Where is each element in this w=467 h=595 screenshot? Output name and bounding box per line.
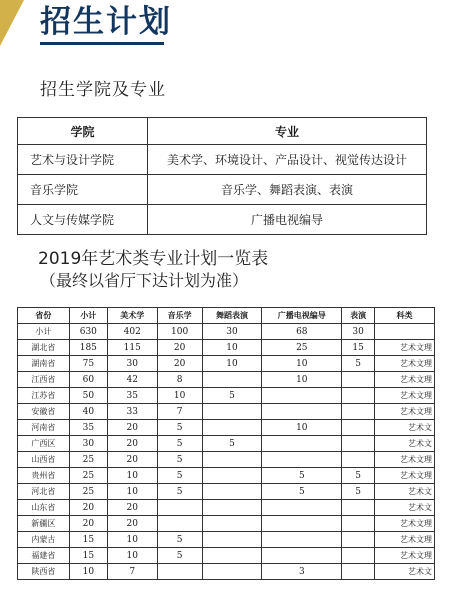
- cell-category: 艺术文理: [375, 372, 435, 388]
- cell-subtotal: 25: [69, 468, 107, 484]
- cell-music: 20: [157, 340, 202, 356]
- cell-subtotal: 185: [69, 340, 107, 356]
- cell-subtotal: 35: [69, 420, 107, 436]
- cell-fineart: 33: [107, 404, 157, 420]
- table-row: [18, 356, 435, 372]
- cell-music: 5: [157, 436, 202, 452]
- cell-subtotal: 20: [69, 500, 107, 516]
- col-fineart-header: 美术学: [107, 308, 157, 324]
- table-row: [18, 548, 435, 564]
- cell-broadcast: 5: [262, 468, 342, 484]
- cell-category: 艺术文理: [375, 548, 435, 564]
- cell-province: 湖北省: [18, 340, 70, 356]
- cell-music: 8: [157, 372, 202, 388]
- table-row: [18, 324, 435, 340]
- cell-acting: 5: [342, 484, 375, 500]
- cell-broadcast: [262, 516, 342, 532]
- cell-music: 5: [157, 452, 202, 468]
- cell-dance: [202, 372, 262, 388]
- cell-province: 江西省: [18, 372, 70, 388]
- cell-province: 小计: [18, 324, 70, 340]
- col-college-header: 学院: [18, 118, 148, 145]
- cell-dance: 5: [202, 436, 262, 452]
- cell-broadcast: 68: [262, 324, 342, 340]
- table-row: [18, 564, 435, 580]
- cell-province: 广西区: [18, 436, 70, 452]
- cell-province: 江苏省: [18, 388, 70, 404]
- title-corner-accent: [0, 0, 24, 46]
- cell-acting: [342, 420, 375, 436]
- cell-acting: [342, 548, 375, 564]
- cell-music: 100: [157, 324, 202, 340]
- table-row: [18, 145, 427, 175]
- cell-dance: [202, 500, 262, 516]
- cell-province: 福建省: [18, 548, 70, 564]
- cell-acting: [342, 436, 375, 452]
- cell-broadcast: [262, 532, 342, 548]
- cell-category: 艺术文: [375, 436, 435, 452]
- table-row: [18, 420, 435, 436]
- plan-header-row: [18, 308, 435, 324]
- col-subtotal-header: 小计: [69, 308, 107, 324]
- cell-fineart: 10: [107, 548, 157, 564]
- cell-broadcast: [262, 500, 342, 516]
- cell-subtotal: 50: [69, 388, 107, 404]
- cell-subtotal: 75: [69, 356, 107, 372]
- cell-subtotal: 60: [69, 372, 107, 388]
- cell-province: 内蒙古: [18, 532, 70, 548]
- cell-subtotal: 630: [69, 324, 107, 340]
- plan-subtitle: （最终以省厅下达计划为准）: [40, 271, 249, 290]
- cell-acting: 15: [342, 340, 375, 356]
- cell-subtotal: 15: [69, 548, 107, 564]
- table-row: [18, 175, 427, 205]
- cell-subtotal: 10: [69, 564, 107, 580]
- table-row: [18, 452, 435, 468]
- cell-province: 贵州省: [18, 468, 70, 484]
- cell-category: 艺术文理: [375, 356, 435, 372]
- cell-dance: 30: [202, 324, 262, 340]
- plan-title: 2019年艺术类专业计划一览表: [38, 249, 269, 269]
- cell-category: 艺术文理: [375, 340, 435, 356]
- cell-category: 艺术文: [375, 484, 435, 500]
- table-row: [18, 468, 435, 484]
- cell-dance: [202, 532, 262, 548]
- cell-subtotal: 30: [69, 436, 107, 452]
- cell-broadcast: [262, 548, 342, 564]
- table-row: [18, 372, 435, 388]
- cell-fineart: 20: [107, 452, 157, 468]
- cell-broadcast: [262, 388, 342, 404]
- cell-fineart: 20: [107, 436, 157, 452]
- cell-acting: [342, 564, 375, 580]
- cell-music: [157, 564, 202, 580]
- col-dance-header: 舞蹈表演: [202, 308, 262, 324]
- cell-dance: 5: [202, 388, 262, 404]
- cell-dance: [202, 468, 262, 484]
- cell-category: 艺术文理: [375, 516, 435, 532]
- table-row: [18, 404, 435, 420]
- cell-category: 艺术文理: [375, 388, 435, 404]
- college-majors: 美术学、环境设计、产品设计、视觉传达设计: [148, 145, 427, 175]
- cell-music: 20: [157, 356, 202, 372]
- col-broadcast-header: 广播电视编导: [262, 308, 342, 324]
- cell-broadcast: [262, 436, 342, 452]
- table-row: [18, 436, 435, 452]
- title-underline: [40, 42, 164, 45]
- cell-acting: [342, 532, 375, 548]
- cell-fineart: 42: [107, 372, 157, 388]
- cell-acting: 5: [342, 468, 375, 484]
- college-name: 音乐学院: [18, 175, 148, 205]
- col-province-header: 省份: [18, 308, 70, 324]
- cell-dance: [202, 548, 262, 564]
- cell-category: 艺术文: [375, 500, 435, 516]
- cell-dance: [202, 516, 262, 532]
- cell-fineart: 20: [107, 500, 157, 516]
- cell-music: 5: [157, 468, 202, 484]
- cell-fineart: 7: [107, 564, 157, 580]
- cell-fineart: 10: [107, 468, 157, 484]
- cell-acting: [342, 516, 375, 532]
- cell-fineart: 10: [107, 484, 157, 500]
- cell-broadcast: 10: [262, 420, 342, 436]
- cell-province: 安徽省: [18, 404, 70, 420]
- cell-acting: 30: [342, 324, 375, 340]
- college-majors: 广播电视编导: [148, 205, 427, 235]
- college-name: 人文与传媒学院: [18, 205, 148, 235]
- cell-province: 新疆区: [18, 516, 70, 532]
- cell-music: [157, 516, 202, 532]
- cell-subtotal: 15: [69, 532, 107, 548]
- cell-music: 5: [157, 532, 202, 548]
- cell-acting: [342, 452, 375, 468]
- table-row: [18, 205, 427, 235]
- programs-heading: 招生学院及专业: [40, 80, 166, 100]
- cell-music: 5: [157, 420, 202, 436]
- cell-category: 艺术文理: [375, 452, 435, 468]
- cell-music: 10: [157, 388, 202, 404]
- col-category-header: 科类: [375, 308, 435, 324]
- cell-province: 河南省: [18, 420, 70, 436]
- cell-broadcast: 25: [262, 340, 342, 356]
- cell-subtotal: 20: [69, 516, 107, 532]
- cell-province: 山东省: [18, 500, 70, 516]
- cell-fineart: 20: [107, 420, 157, 436]
- cell-subtotal: 40: [69, 404, 107, 420]
- cell-province: 河北省: [18, 484, 70, 500]
- col-acting-header: 表演: [342, 308, 375, 324]
- table-row: [18, 516, 435, 532]
- cell-acting: [342, 404, 375, 420]
- cell-category: 艺术文理: [375, 468, 435, 484]
- cell-category: [375, 324, 435, 340]
- cell-category: 艺术文理: [375, 404, 435, 420]
- cell-acting: [342, 388, 375, 404]
- table-row: [18, 532, 435, 548]
- cell-dance: [202, 404, 262, 420]
- cell-fineart: 35: [107, 388, 157, 404]
- col-major-header: 专业: [148, 118, 427, 145]
- cell-dance: 10: [202, 356, 262, 372]
- programs-header-row: [18, 118, 427, 145]
- cell-dance: [202, 420, 262, 436]
- cell-province: 湖南省: [18, 356, 70, 372]
- cell-music: 5: [157, 484, 202, 500]
- programs-table: [17, 117, 427, 235]
- cell-broadcast: 10: [262, 356, 342, 372]
- cell-broadcast: [262, 452, 342, 468]
- cell-dance: [202, 484, 262, 500]
- cell-category: 艺术文: [375, 564, 435, 580]
- col-music-header: 音乐学: [157, 308, 202, 324]
- cell-fineart: 10: [107, 532, 157, 548]
- cell-province: 山西省: [18, 452, 70, 468]
- cell-broadcast: [262, 404, 342, 420]
- cell-subtotal: 25: [69, 452, 107, 468]
- cell-province: 陕西省: [18, 564, 70, 580]
- table-row: [18, 388, 435, 404]
- cell-broadcast: 10: [262, 372, 342, 388]
- cell-acting: [342, 500, 375, 516]
- cell-fineart: 30: [107, 356, 157, 372]
- cell-category: 艺术文理: [375, 532, 435, 548]
- plan-table: [17, 307, 435, 580]
- cell-music: 5: [157, 548, 202, 564]
- cell-dance: [202, 564, 262, 580]
- cell-music: [157, 500, 202, 516]
- cell-fineart: 20: [107, 516, 157, 532]
- cell-broadcast: 3: [262, 564, 342, 580]
- cell-dance: [202, 452, 262, 468]
- table-row: [18, 500, 435, 516]
- cell-acting: 5: [342, 356, 375, 372]
- cell-category: 艺术文: [375, 420, 435, 436]
- table-row: [18, 484, 435, 500]
- college-name: 艺术与设计学院: [18, 145, 148, 175]
- cell-subtotal: 25: [69, 484, 107, 500]
- cell-fineart: 115: [107, 340, 157, 356]
- cell-music: 7: [157, 404, 202, 420]
- cell-dance: 10: [202, 340, 262, 356]
- college-majors: 音乐学、舞蹈表演、表演: [148, 175, 427, 205]
- cell-fineart: 402: [107, 324, 157, 340]
- cell-broadcast: 5: [262, 484, 342, 500]
- page-title: 招生计划: [40, 4, 172, 40]
- table-row: [18, 340, 435, 356]
- cell-acting: [342, 372, 375, 388]
- plan-body: [18, 324, 435, 580]
